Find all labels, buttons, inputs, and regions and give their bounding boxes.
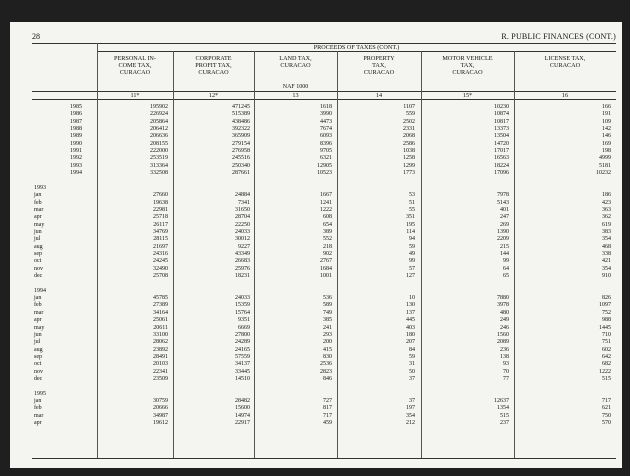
table-cell: 247 xyxy=(500,214,509,221)
table-cell: 51 xyxy=(409,199,415,206)
table-cell: 3990 xyxy=(320,111,332,118)
row-label: feb xyxy=(34,199,42,206)
table-cell: 77 xyxy=(503,375,509,382)
table-cell: 1618 xyxy=(320,104,332,110)
table-cell: 2068 xyxy=(403,133,415,140)
table-cell: 37 xyxy=(409,398,415,404)
row-label: 1994 xyxy=(70,170,82,177)
table-cell: 1773 xyxy=(403,170,415,177)
row-label: 1986 xyxy=(70,111,82,118)
table-cell: 245516 xyxy=(232,155,250,162)
column-number: 16 xyxy=(561,92,569,99)
table-cell: 910 xyxy=(602,273,611,280)
table-cell: 438486 xyxy=(232,118,250,125)
table-cell: 24289 xyxy=(235,339,250,346)
table-cell: 99 xyxy=(503,258,509,265)
document-page xyxy=(10,22,622,468)
column-header: PERSONAL IN- COME TAX, CURACAO xyxy=(114,55,156,77)
table-cell: 23509 xyxy=(153,375,168,382)
table-cell: 20666 xyxy=(153,405,168,412)
table-cell: 1097 xyxy=(599,302,611,309)
table-cell: 99 xyxy=(409,258,415,265)
table-cell: 197 xyxy=(406,405,415,412)
table-cell: 198 xyxy=(602,148,611,155)
table-cell: 22981 xyxy=(153,206,168,213)
table-cell: 14720 xyxy=(494,140,509,147)
table-cell: 50 xyxy=(409,368,415,375)
table-cell: 7978 xyxy=(497,192,509,199)
table-cell: 25061 xyxy=(153,317,168,324)
table-cell: 276958 xyxy=(232,148,250,155)
table-cell: 236 xyxy=(500,346,509,353)
table-cell: 24884 xyxy=(235,192,250,199)
table-cell: 1222 xyxy=(320,206,332,213)
table-cell: 710 xyxy=(602,331,611,338)
row-label: jan xyxy=(34,295,42,302)
table-cell: 10232 xyxy=(596,170,611,177)
table-cell: 468 xyxy=(602,243,611,250)
row-label: jan xyxy=(34,398,42,404)
table-cell: 28482 xyxy=(235,398,250,404)
table-cell: 22341 xyxy=(153,368,168,375)
table-cell: 30759 xyxy=(153,398,168,404)
table-cell: 559 xyxy=(406,111,415,118)
table-cell: 826 xyxy=(602,295,611,302)
table-cell: 18224 xyxy=(494,162,509,169)
row-label: 1993 xyxy=(34,184,46,191)
row-label: may xyxy=(34,221,45,228)
table-cell: 21697 xyxy=(153,243,168,250)
table-cell: 17096 xyxy=(494,170,509,177)
table-title: PROCEEDS OF TAXES (CONT.) xyxy=(313,44,400,51)
table-cell: 621 xyxy=(602,405,611,412)
table-cell: 26683 xyxy=(235,258,250,265)
row-label: sep xyxy=(34,353,42,360)
table-cell: 401 xyxy=(500,206,509,213)
table-cell: 207 xyxy=(406,339,415,346)
table-cell: 24245 xyxy=(153,258,168,265)
table-cell: 200 xyxy=(323,339,332,346)
column-number: 15* xyxy=(462,92,473,99)
table-cell: 186 xyxy=(602,192,611,199)
table-cell: 15359 xyxy=(235,302,250,309)
table-cell: 415 xyxy=(323,346,332,353)
table-cell: 130 xyxy=(406,302,415,309)
table-cell: 23892 xyxy=(153,346,168,353)
row-label: mar xyxy=(34,206,44,213)
row-label: feb xyxy=(34,302,42,309)
table-cell: 589 xyxy=(323,302,332,309)
table-cell: 385 xyxy=(323,317,332,324)
column-divider xyxy=(254,51,255,458)
table-cell: 10 xyxy=(409,295,415,302)
table-cell: 2209 xyxy=(497,236,509,243)
row-label: 1995 xyxy=(34,390,46,397)
table-cell: 654 xyxy=(323,221,332,228)
table-cell: 12905 xyxy=(317,162,332,169)
table-cell: 34769 xyxy=(153,228,168,235)
table-cell: 515 xyxy=(602,375,611,382)
table-cell: 751 xyxy=(602,339,611,346)
row-label: jul xyxy=(34,236,41,243)
row-label: nov xyxy=(34,368,43,375)
table-cell: 392322 xyxy=(232,126,250,133)
table-cell: 515 xyxy=(500,412,509,419)
table-cell: 1222 xyxy=(599,368,611,375)
row-label: 1985 xyxy=(70,104,82,110)
table-cell: 2089 xyxy=(497,339,509,346)
table-cell: 226924 xyxy=(150,111,168,118)
row-label: 1987 xyxy=(70,118,82,125)
column-number: 12* xyxy=(208,92,219,99)
table-cell: 28491 xyxy=(153,353,168,360)
row-label: feb xyxy=(34,405,42,412)
table-cell: 19612 xyxy=(153,420,168,427)
table-cell: 389 xyxy=(323,228,332,235)
table-cell: 1299 xyxy=(403,162,415,169)
table-cell: 515389 xyxy=(232,111,250,118)
table-cell: 7341 xyxy=(238,199,250,206)
table-cell: 27660 xyxy=(153,192,168,199)
column-header: CORPORATE PROFIT TAX, CURACAO xyxy=(195,55,232,77)
table-cell: 332508 xyxy=(150,170,168,177)
table-cell: 279154 xyxy=(232,140,250,147)
table-cell: 249 xyxy=(500,317,509,324)
table-cell: 750 xyxy=(602,412,611,419)
table-cell: 2823 xyxy=(320,368,332,375)
table-cell: 34137 xyxy=(235,361,250,368)
row-label: 1989 xyxy=(70,133,82,140)
table-cell: 191 xyxy=(602,111,611,118)
table-cell: 7674 xyxy=(320,126,332,133)
column-header: LAND TAX, CURACAO xyxy=(279,55,312,70)
table-cell: 2502 xyxy=(403,118,415,125)
table-cell: 49 xyxy=(409,251,415,257)
table-cell: 602 xyxy=(602,346,611,353)
table-cell: 22250 xyxy=(235,221,250,228)
table-cell: 33445 xyxy=(235,368,250,375)
table-cell: 403 xyxy=(406,324,415,331)
table-cell: 57 xyxy=(409,265,415,272)
table-cell: 70 xyxy=(503,368,509,375)
table-cell: 114 xyxy=(406,228,415,235)
table-cell: 1354 xyxy=(497,405,509,412)
table-cell: 19638 xyxy=(153,199,168,206)
table-cell: 10874 xyxy=(494,111,509,118)
table-cell: 30012 xyxy=(235,236,250,243)
table-cell: 3978 xyxy=(497,302,509,309)
table-cell: 93 xyxy=(503,361,509,368)
table-cell: 2586 xyxy=(403,140,415,147)
table-cell: 27800 xyxy=(235,331,250,338)
table-cell: 55 xyxy=(409,206,415,213)
table-cell: 717 xyxy=(602,398,611,404)
row-label: mar xyxy=(34,412,44,419)
table-cell: 13373 xyxy=(494,126,509,133)
table-cell: 9227 xyxy=(238,243,250,250)
table-cell: 15600 xyxy=(235,405,250,412)
table-cell: 269 xyxy=(500,221,509,228)
table-cell: 53 xyxy=(409,192,415,199)
table-cell: 6093 xyxy=(320,133,332,140)
row-label: dec xyxy=(34,375,43,382)
table-cell: 212 xyxy=(406,420,415,427)
table-cell: 2536 xyxy=(320,361,332,368)
table-cell: 20103 xyxy=(153,361,168,368)
table-cell: 354 xyxy=(602,236,611,243)
row-label: mar xyxy=(34,309,44,316)
bottom-rule xyxy=(32,458,616,459)
row-label: apr xyxy=(34,420,42,427)
table-cell: 43349 xyxy=(235,251,250,257)
table-cell: 354 xyxy=(602,265,611,272)
table-cell: 287661 xyxy=(232,170,250,177)
row-label: 1991 xyxy=(70,148,82,155)
table-cell: 421 xyxy=(602,258,611,265)
table-cell: 24033 xyxy=(235,295,250,302)
table-cell: 642 xyxy=(602,353,611,360)
number-row-bottom-rule xyxy=(32,99,616,100)
table-cell: 7880 xyxy=(497,295,509,302)
table-cell: 536 xyxy=(323,295,332,302)
table-cell: 65 xyxy=(503,273,509,280)
table-cell: 480 xyxy=(500,309,509,316)
table-cell: 25708 xyxy=(153,273,168,280)
column-divider xyxy=(421,51,422,458)
column-header: LICENSE TAX, CURACAO xyxy=(544,55,586,70)
table-cell: 338 xyxy=(602,251,611,257)
table-cell: 12637 xyxy=(494,398,509,404)
table-cell: 166 xyxy=(602,104,611,110)
table-cell: 218 xyxy=(323,243,332,250)
table-cell: 445 xyxy=(406,317,415,324)
row-label: apr xyxy=(34,214,42,221)
table-cell: 9705 xyxy=(320,148,332,155)
column-divider xyxy=(337,51,338,458)
row-label: sep xyxy=(34,251,42,257)
column-number: 11* xyxy=(130,92,140,99)
table-cell: 84 xyxy=(409,346,415,353)
table-cell: 10230 xyxy=(494,104,509,110)
table-cell: 749 xyxy=(323,309,332,316)
table-cell: 14974 xyxy=(235,412,250,419)
table-cell: 552 xyxy=(323,236,332,243)
table-cell: 241 xyxy=(323,324,332,331)
table-cell: 13504 xyxy=(494,133,509,140)
table-cell: 817 xyxy=(323,405,332,412)
column-number: 14 xyxy=(375,92,383,99)
table-cell: 34164 xyxy=(153,309,168,316)
table-cell: 4473 xyxy=(320,118,332,125)
table-cell: 10523 xyxy=(317,170,332,177)
row-label: oct xyxy=(34,361,42,368)
table-cell: 1667 xyxy=(320,192,332,199)
row-label: nov xyxy=(34,265,43,272)
table-cell: 293 xyxy=(323,331,332,338)
row-label: 1990 xyxy=(70,140,82,147)
table-cell: 354 xyxy=(406,412,415,419)
table-cell: 1258 xyxy=(403,155,415,162)
table-cell: 138 xyxy=(500,353,509,360)
table-cell: 25718 xyxy=(153,214,168,221)
table-cell: 365909 xyxy=(232,133,250,140)
row-label: jan xyxy=(34,192,42,199)
running-head: R. PUBLIC FINANCES (CONT.) xyxy=(501,32,616,41)
table-cell: 28062 xyxy=(153,339,168,346)
table-cell: 24033 xyxy=(235,228,250,235)
row-label: aug xyxy=(34,243,43,250)
table-cell: 830 xyxy=(323,353,332,360)
table-cell: 94 xyxy=(409,236,415,243)
table-cell: 237 xyxy=(500,420,509,427)
table-cell: 459 xyxy=(323,420,332,427)
column-number: 13 xyxy=(292,92,299,99)
table-cell: 24316 xyxy=(153,251,168,257)
table-cell: 363 xyxy=(602,206,611,213)
table-cell: 608 xyxy=(323,214,332,221)
table-cell: 28704 xyxy=(235,214,250,221)
table-cell: 362 xyxy=(602,214,611,221)
table-cell: 2767 xyxy=(320,258,332,265)
table-cell: 4999 xyxy=(599,155,611,162)
table-cell: 717 xyxy=(323,412,332,419)
table-cell: 146 xyxy=(602,133,611,140)
table-cell: 5181 xyxy=(599,162,611,169)
table-cell: 22917 xyxy=(235,420,250,427)
table-cell: 33100 xyxy=(153,331,168,338)
table-cell: 1241 xyxy=(320,199,332,206)
table-cell: 137 xyxy=(406,309,415,316)
table-cell: 59 xyxy=(409,243,415,250)
table-cell: 15764 xyxy=(235,309,250,316)
table-cell: 619 xyxy=(602,221,611,228)
row-label: aug xyxy=(34,346,43,353)
table-cell: 8396 xyxy=(320,140,332,147)
table-cell: 206636 xyxy=(150,133,168,140)
row-label: dec xyxy=(34,273,43,280)
table-cell: 34987 xyxy=(153,412,168,419)
table-cell: 180 xyxy=(406,331,415,338)
table-cell: 64 xyxy=(503,265,509,272)
table-cell: 144 xyxy=(500,251,509,257)
table-cell: 17017 xyxy=(494,148,509,155)
table-cell: 313364 xyxy=(150,162,168,169)
table-cell: 253519 xyxy=(150,155,168,162)
table-cell: 37 xyxy=(409,375,415,382)
table-cell: 846 xyxy=(323,375,332,382)
table-cell: 195902 xyxy=(150,104,168,110)
table-cell: 1390 xyxy=(497,228,509,235)
table-cell: 31 xyxy=(409,361,415,368)
table-cell: 1445 xyxy=(599,324,611,331)
table-cell: 142 xyxy=(602,126,611,133)
table-cell: 6321 xyxy=(320,155,332,162)
table-cell: 752 xyxy=(602,309,611,316)
row-label: oct xyxy=(34,258,42,265)
table-cell: 205864 xyxy=(150,118,168,125)
row-label: jun xyxy=(34,331,42,338)
table-cell: 351 xyxy=(406,214,415,221)
column-header: PROPERTY TAX, CURACAO xyxy=(363,55,395,77)
table-cell: 6669 xyxy=(238,324,250,331)
table-cell: 16563 xyxy=(494,155,509,162)
table-cell: 250340 xyxy=(232,162,250,169)
table-cell: 127 xyxy=(406,273,415,280)
table-cell: 25976 xyxy=(235,265,250,272)
column-divider xyxy=(514,51,515,458)
table-cell: 1107 xyxy=(403,104,415,110)
table-cell: 27389 xyxy=(153,302,168,309)
table-cell: 215 xyxy=(500,243,509,250)
table-cell: 1684 xyxy=(320,265,332,272)
table-cell: 31650 xyxy=(235,206,250,213)
table-cell: 57559 xyxy=(235,353,250,360)
row-label: jun xyxy=(34,228,42,235)
table-cell: 24165 xyxy=(235,346,250,353)
table-cell: 246 xyxy=(500,324,509,331)
table-cell: 471245 xyxy=(232,104,250,110)
table-cell: 2331 xyxy=(403,126,415,133)
table-cell: 1038 xyxy=(403,148,415,155)
table-cell: 208155 xyxy=(150,140,168,147)
table-cell: 45785 xyxy=(153,295,168,302)
unit-label: NAF 1000 xyxy=(282,84,309,90)
row-label: 1994 xyxy=(34,287,46,294)
table-cell: 59 xyxy=(409,353,415,360)
table-cell: 10817 xyxy=(494,118,509,125)
table-cell: 195 xyxy=(406,221,415,228)
column-header: MOTOR VEHICLE TAX, CURACAO xyxy=(442,55,493,77)
row-label: 1988 xyxy=(70,126,82,133)
table-cell: 727 xyxy=(323,398,332,404)
table-cell: 682 xyxy=(602,361,611,368)
table-cell: 28115 xyxy=(153,236,168,243)
row-label: jul xyxy=(34,339,41,346)
row-label: may xyxy=(34,324,45,331)
page-number: 28 xyxy=(32,32,40,41)
column-divider xyxy=(173,51,174,458)
table-cell: 988 xyxy=(602,317,611,324)
column-divider xyxy=(97,43,98,458)
table-cell: 20611 xyxy=(153,324,168,331)
table-cell: 9351 xyxy=(238,317,250,324)
table-cell: 14510 xyxy=(235,375,250,382)
table-cell: 206412 xyxy=(150,126,168,133)
table-cell: 1560 xyxy=(497,331,509,338)
table-cell: 32490 xyxy=(153,265,168,272)
table-cell: 5143 xyxy=(497,199,509,206)
table-cell: 109 xyxy=(602,118,611,125)
row-label: 1993 xyxy=(70,162,82,169)
row-label: apr xyxy=(34,317,42,324)
table-cell: 169 xyxy=(602,140,611,147)
table-cell: 570 xyxy=(602,420,611,427)
table-cell: 902 xyxy=(323,251,332,257)
table-cell: 26117 xyxy=(153,221,168,228)
row-label: 1992 xyxy=(70,155,82,162)
table-cell: 18231 xyxy=(235,273,250,280)
table-cell: 1001 xyxy=(320,273,332,280)
table-cell: 423 xyxy=(602,199,611,206)
table-cell: 383 xyxy=(602,228,611,235)
table-cell: 222000 xyxy=(150,148,168,155)
